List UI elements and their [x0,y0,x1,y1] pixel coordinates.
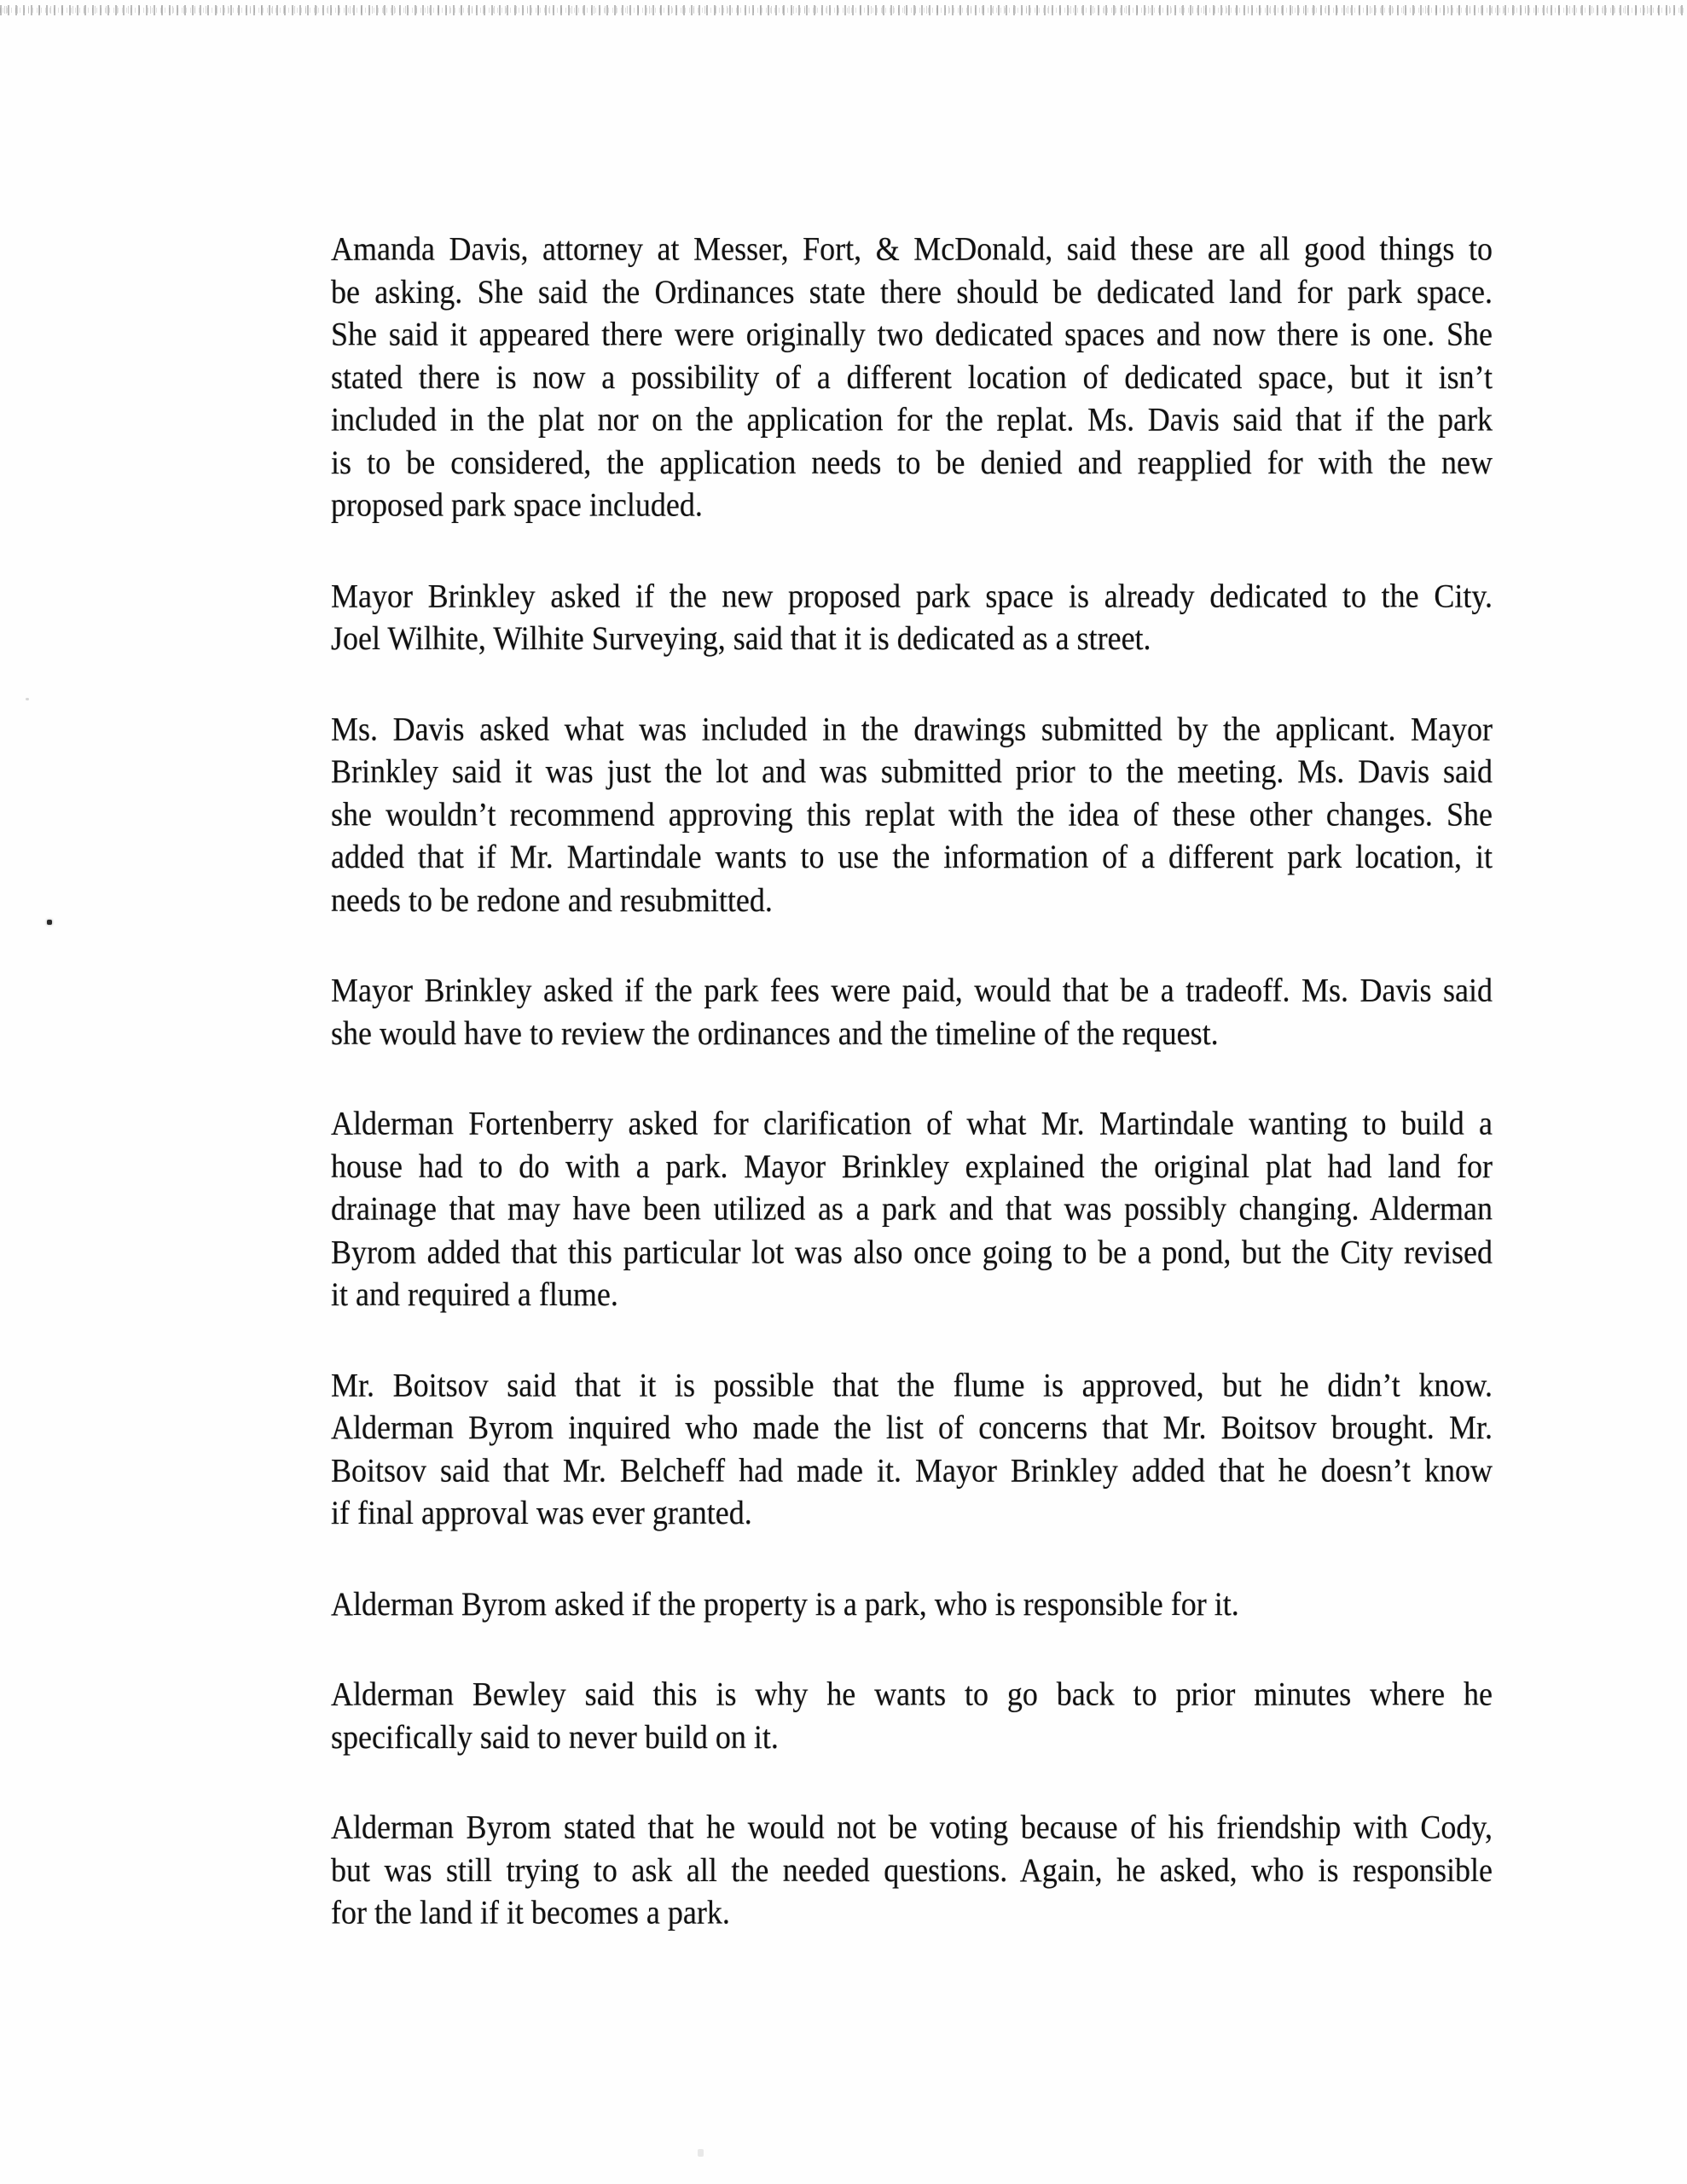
text-line: stated there is now a possibility of a different location of dedicated space, but it isn’t [331,357,1493,396]
paragraph-1 [331,228,1493,526]
text-line: included in the plat nor on the application for the replat. Ms. Davis said that if the park [331,400,1493,439]
paragraph-2 [331,574,1493,659]
text-line: she would have to review the ordinances and the timeline of the request. [331,1014,1219,1052]
ink-speck-artifact [698,2149,704,2157]
paragraph-6 [331,1364,1493,1535]
text-line: Amanda Davis, attorney at Messer, Fort, & McDonald, said these are all good things to [331,229,1493,268]
text-line: Alderman Byrom inquired who made the list of concerns that Mr. Boitsov brought. Mr. [331,1408,1493,1446]
minutes-text-block [331,228,1493,1934]
paragraph-9 [331,1806,1493,1934]
paragraph-8 [331,1673,1493,1758]
text-line: be asking. She said the Ordinances state there should be dedicated land for park space. [331,272,1493,311]
text-line: Alderman Fortenberry asked for clarification of what Mr. Martindale wanting to build a [331,1104,1493,1142]
text-line: Boitsov said that Mr. Belcheff had made it. Mayor Brinkley added that he doesn’t know [331,1450,1493,1489]
text-line: Brinkley said it was just the lot and was submitted prior to the meeting. Ms. Davis said [331,752,1493,790]
text-line: proposed park space included. [331,485,703,524]
text-line: Alderman Bewley said this is why he wants to go back to prior minutes where he [331,1675,1493,1713]
paragraph-4 [331,969,1493,1054]
text-line: Mayor Brinkley asked if the park fees were paid, would that be a tradeoff. Ms. Davis said [331,971,1493,1009]
paragraph-5 [331,1102,1493,1316]
text-line: Ms. Davis asked what was included in the drawings submitted by the applicant. Mayor [331,709,1493,747]
text-line: drainage that may have been utilized as a park and that was possibly changing. Alderman [331,1189,1493,1228]
text-line: Alderman Byrom asked if the property is a park, who is responsible for it. [331,1584,1239,1623]
text-line: Byrom added that this particular lot was also once going to be a pond, but the City revised [331,1232,1493,1270]
text-line: she wouldn’t recommend approving this replat with the idea of these other changes. She [331,794,1493,833]
text-line: it and required a flume. [331,1275,618,1313]
text-line: added that if Mr. Martindale wants to use the information of a different park location, it [331,838,1493,875]
ink-speck-artifact [47,920,52,925]
scan-noise-artifact [0,5,1687,15]
ink-speck-artifact [26,698,29,700]
text-line: specifically said to never build on it. [331,1717,779,1756]
text-line: Mayor Brinkley asked if the new proposed park space is already dedicated to the City. [331,576,1493,614]
paragraph-7 [331,1583,1493,1625]
text-line: Mr. Boitsov said that it is possible that the flume is approved, but he didn’t know. [331,1365,1493,1403]
text-line: for the land if it becomes a park. [331,1893,730,1931]
text-line: is to be considered, the application needs to be denied and reapplied for with the new [331,443,1493,481]
text-line: if final approval was ever granted. [331,1493,752,1531]
text-line: needs to be redone and resubmitted. [331,880,773,919]
text-line: Alderman Byrom stated that he would not be voting because of his friendship with Cody, [331,1808,1493,1846]
text-line: house had to do with a park. Mayor Brinkley explained the original plat had land for [331,1147,1493,1185]
paragraph-3 [331,708,1493,921]
text-line: Joel Wilhite, Wilhite Surveying, said that it is dedicated as a street. [331,619,1151,657]
text-line: She said it appeared there were originally two dedicated spaces and now there is one. She [331,315,1493,353]
text-line: but was still trying to ask all the needed questions. Again, he asked, who is responsible [331,1850,1493,1889]
